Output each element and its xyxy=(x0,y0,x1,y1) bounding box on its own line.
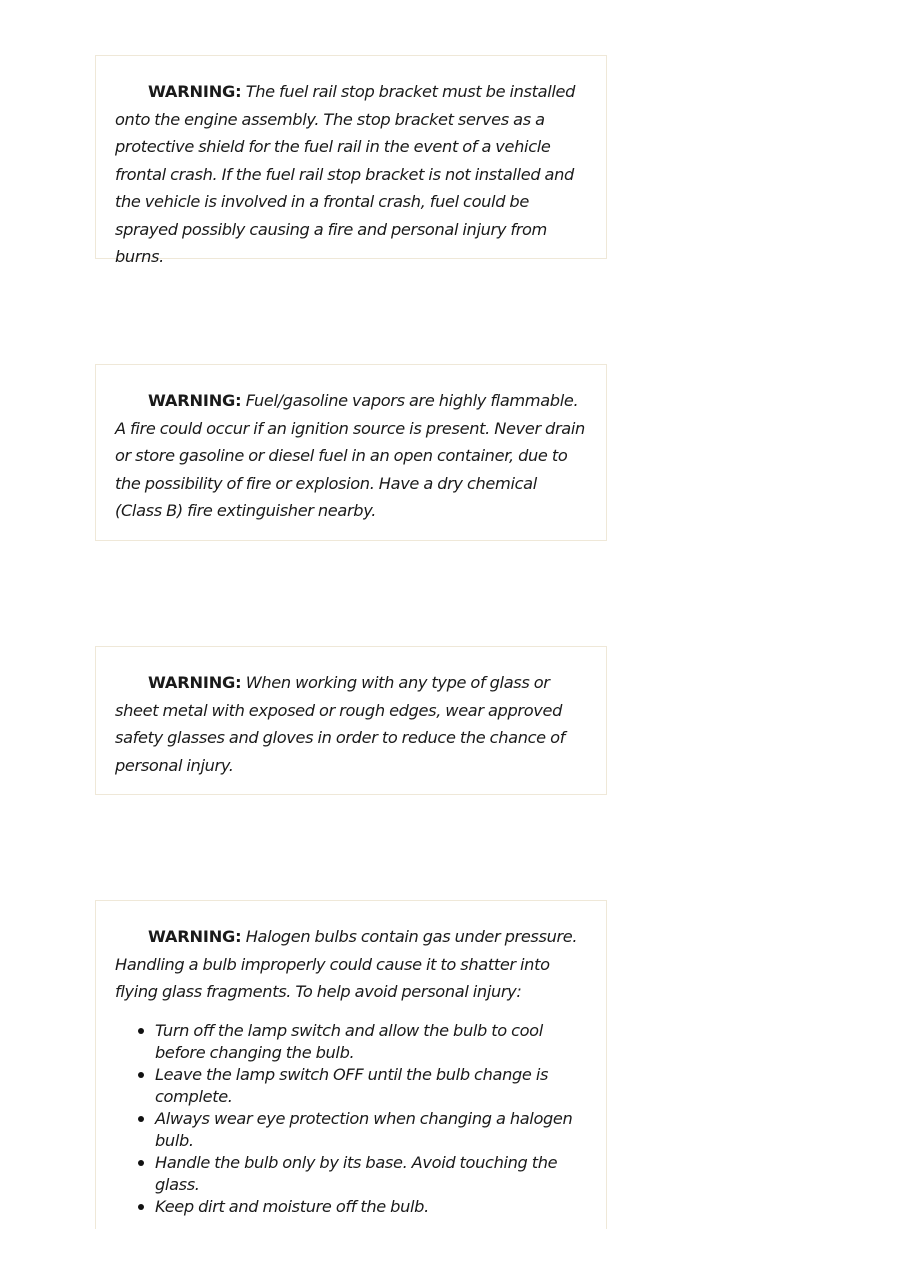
warning-text xyxy=(115,78,587,271)
precaution-item xyxy=(155,1152,587,1196)
precaution-list xyxy=(115,1020,587,1218)
warning-label: WARNING: xyxy=(148,927,242,946)
warning-body: Halogen bulbs contain gas under pressure. Handling a bulb improperly could cause it to shatter into flying glass fragments. To help avoid personal injury: xyxy=(115,927,578,1001)
warning-card-glass-sheet-metal xyxy=(95,646,607,795)
warning-card-fuel-vapors xyxy=(95,364,607,541)
warning-text xyxy=(115,923,587,1006)
warning-text xyxy=(115,387,587,525)
warning-label: WARNING: xyxy=(148,391,242,410)
bullet-icon xyxy=(138,1160,144,1166)
bullet-icon xyxy=(138,1116,144,1122)
precaution-text: Always wear eye protection when changing a halogen bulb. xyxy=(155,1108,573,1150)
warning-card-fuel-rail-bracket xyxy=(95,55,607,266)
warning-card-halogen-bulbs xyxy=(95,900,607,1229)
precaution-text: Leave the lamp switch OFF until the bulb change is complete. xyxy=(155,1064,549,1106)
warning-body: The fuel rail stop bracket must be installed onto the engine assembly. The stop bracket serves as a protective shield for the fuel rail in the event of a vehicle frontal crash. If the fuel rail stop bracket is not installed and the vehicle is involved in a frontal crash, fuel could be sprayed possibly causing a fire and personal injury from burns. xyxy=(115,82,576,266)
bullet-icon xyxy=(138,1204,144,1210)
precaution-text: Turn off the lamp switch and allow the bulb to cool before changing the bulb. xyxy=(155,1020,543,1062)
warning-body: When working with any type of glass or sheet metal with exposed or rough edges, wear approved safety glasses and gloves in order to reduce the chance of personal injury. xyxy=(115,673,565,775)
precaution-item xyxy=(155,1196,587,1218)
warning-body: Fuel/gasoline vapors are highly flammable. A fire could occur if an ignition source is present. Never drain or store gasoline or diesel fuel in an open container, due to the possibility of fire or explosion. Have a dry chemical (Class B) fire extinguisher nearby. xyxy=(115,391,585,520)
precaution-text: Handle the bulb only by its base. Avoid touching the glass. xyxy=(155,1152,558,1194)
precaution-item xyxy=(155,1020,587,1064)
precaution-item xyxy=(155,1064,587,1108)
warning-label: WARNING: xyxy=(148,82,242,101)
precaution-item xyxy=(155,1108,587,1152)
bullet-icon xyxy=(138,1028,144,1034)
precaution-text: Keep dirt and moisture off the bulb. xyxy=(155,1196,429,1216)
warning-label: WARNING: xyxy=(148,673,242,692)
warning-text xyxy=(115,669,587,779)
bullet-icon xyxy=(138,1072,144,1078)
